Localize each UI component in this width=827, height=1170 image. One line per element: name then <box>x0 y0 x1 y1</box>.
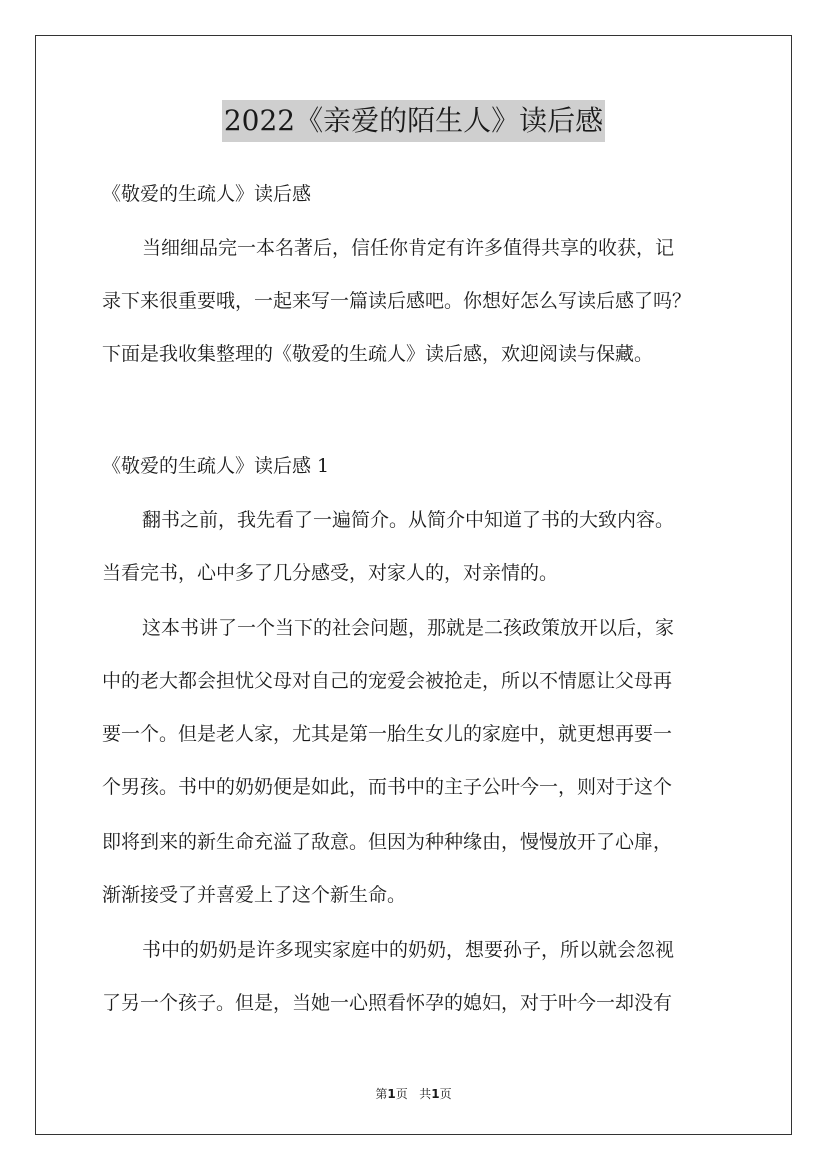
body-line: 中的老大都会担忧父母对自己的宠爱会被抢走，所以不情愿让父母再 <box>102 670 673 692</box>
intro-line: 下面是我收集整理的《敬爱的生疏人》读后感，欢迎阅读与保藏。 <box>102 343 654 365</box>
footer-total-prefix: 共 <box>419 1087 432 1101</box>
body-line: 当看完书，心中多了几分感受，对家人的，对亲情的。 <box>102 562 559 584</box>
footer-total-suffix: 页 <box>439 1087 452 1101</box>
footer-total-number: 1 <box>431 1087 440 1101</box>
body-line: 渐渐接受了并喜爱上了这个新生命。 <box>102 884 407 906</box>
footer-page-prefix: 第 <box>375 1087 388 1101</box>
footer-page-number: 1 <box>387 1087 396 1101</box>
body-line: 书中的奶奶是许多现实家庭中的奶奶，想要孙子，所以就会忽视 <box>142 939 675 961</box>
body-line: 个男孩。书中的奶奶便是如此，而书中的主子公叶今一，则对于这个 <box>102 776 673 798</box>
body-line: 翻书之前，我先看了一遍简介。从简介中知道了书的大致内容。 <box>142 509 675 531</box>
body-line: 要一个。但是老人家，尤其是第一胎生女儿的家庭中，就更想再要一 <box>102 723 673 745</box>
body-line: 了另一个孩子。但是，当她一心照看怀孕的媳妇，对于叶今一却没有 <box>102 992 673 1014</box>
page-footer <box>0 1085 827 1102</box>
intro-line: 录下来很重要哦，一起来写一篇读后感吧。你想好怎么写读后感了吗？ <box>102 290 692 312</box>
body-line: 即将到来的新生命充溢了敌意。但因为种种缘由，慢慢放开了心扉， <box>102 831 673 853</box>
footer-page-suffix: 页 <box>395 1087 408 1101</box>
intro-line: 当细细品完一本名著后，信任你肯定有许多值得共享的收获，记 <box>142 237 675 259</box>
title-container <box>0 100 827 142</box>
section-heading: 《敬爱的生疏人》读后感 1 <box>102 455 330 477</box>
subtitle: 《敬爱的生疏人》读后感 <box>102 183 312 205</box>
document-title: 2022《亲爱的陌生人》读后感 <box>222 100 605 142</box>
body-line: 这本书讲了一个当下的社会问题，那就是二孩政策放开以后，家 <box>142 617 675 639</box>
